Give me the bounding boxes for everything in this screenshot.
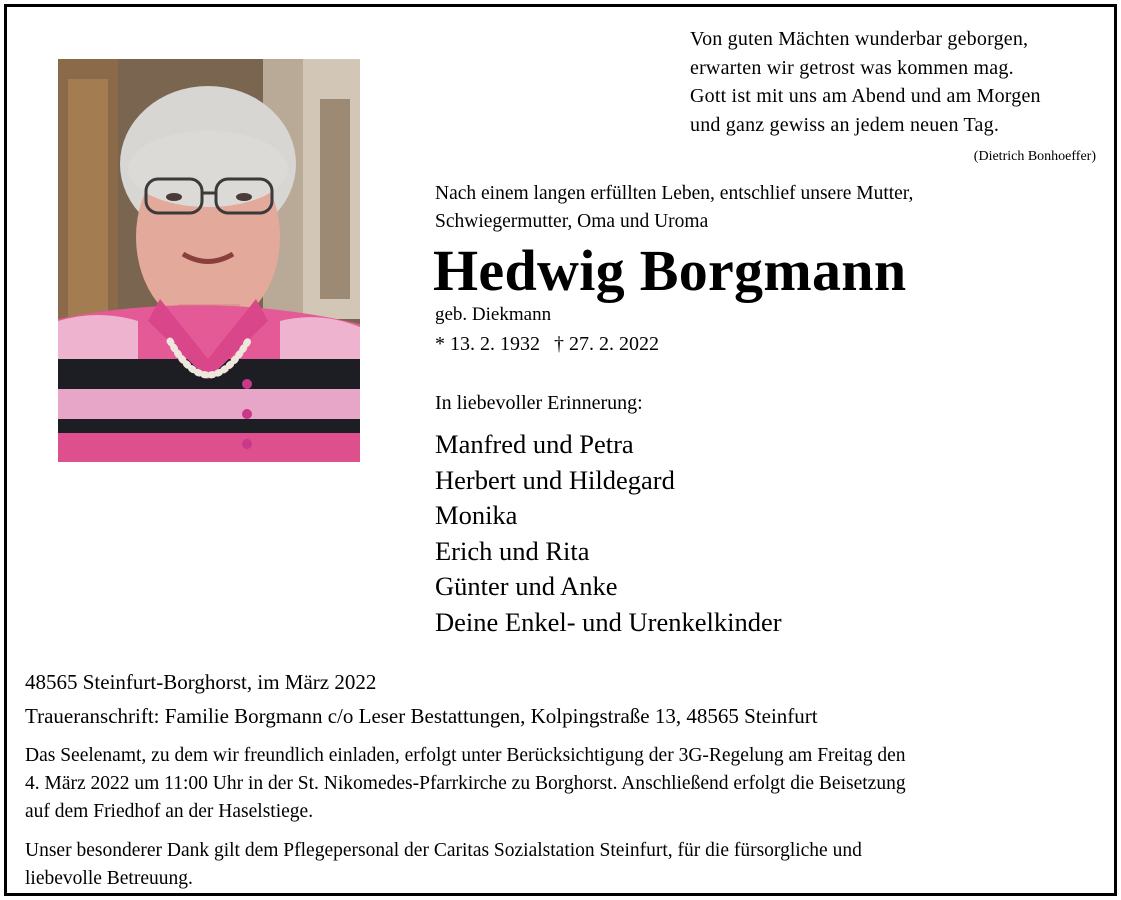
thanks-line: Unser besonderer Dank gilt dem Pflegepersonal der Caritas Sozialstation Steinfurt, für die fürsorgliche und [25, 840, 862, 861]
service-line: Das Seelenamt, zu dem wir freundlich einladen, erfolgt unter Berücksichtigung der 3G-Regelung am Freitag den [25, 745, 906, 766]
place-date: 48565 Steinfurt-Borghorst, im März 2022 [25, 670, 377, 694]
thanks-note [25, 837, 1105, 893]
portrait-photo [58, 59, 360, 462]
quote-attribution: (Dietrich Bonhoeffer) [973, 149, 1096, 164]
mourners-list [435, 427, 782, 640]
quote-line: Gott ist mit uns am Abend und am Morgen [690, 85, 1041, 107]
birth-date: * 13. 2. 1932 [435, 333, 540, 355]
mourner-item: Herbert und Hildegard [435, 464, 675, 495]
mourning-address: Traueranschrift: Familie Borgmann c/o Leser Bestattungen, Kolpingstraße 13, 48565 Steinfurt [25, 704, 818, 728]
intro-line: Schwiegermutter, Oma und Uroma [435, 210, 709, 232]
mourner-item: Monika [435, 500, 518, 530]
deceased-name: Hedwig Borgmann [433, 238, 907, 303]
quote-line: Von guten Mächten wunderbar geborgen, [690, 28, 1029, 50]
quote-line: erwarten wir getrost was kommen mag. [690, 56, 1014, 79]
intro-line: Nach einem langen erfüllten Leben, entschlief unsere Mutter, [435, 183, 914, 204]
bonhoeffer-quote [690, 25, 1110, 139]
service-line: auf dem Friedhof an der Haselstiege. [25, 801, 314, 822]
service-line: 4. März 2022 um 11:00 Uhr in der St. Nikomedes-Pfarrkirche zu Borghorst. Anschließend erfolgt die Beisetzung [25, 773, 906, 794]
life-dates [435, 333, 659, 356]
quote-line: und ganz gewiss an jedem neuen Tag. [690, 113, 1000, 136]
mourner-item: Deine Enkel- und Urenkelkinder [435, 606, 782, 637]
mourner-item: Manfred und Petra [435, 429, 634, 459]
intro-text [435, 180, 913, 235]
birth-name: geb. Diekmann [435, 304, 552, 325]
mourner-item: Günter und Anke [435, 571, 618, 601]
memory-label: In liebevoller Erinnerung: [435, 392, 643, 414]
death-date: † 27. 2. 2022 [554, 333, 659, 355]
obituary-notice [4, 4, 1117, 896]
portrait-photo-illustration [58, 59, 360, 462]
service-info [25, 742, 1105, 826]
mourner-item: Erich und Rita [435, 535, 590, 566]
thanks-line: liebevolle Betreuung. [25, 868, 193, 889]
